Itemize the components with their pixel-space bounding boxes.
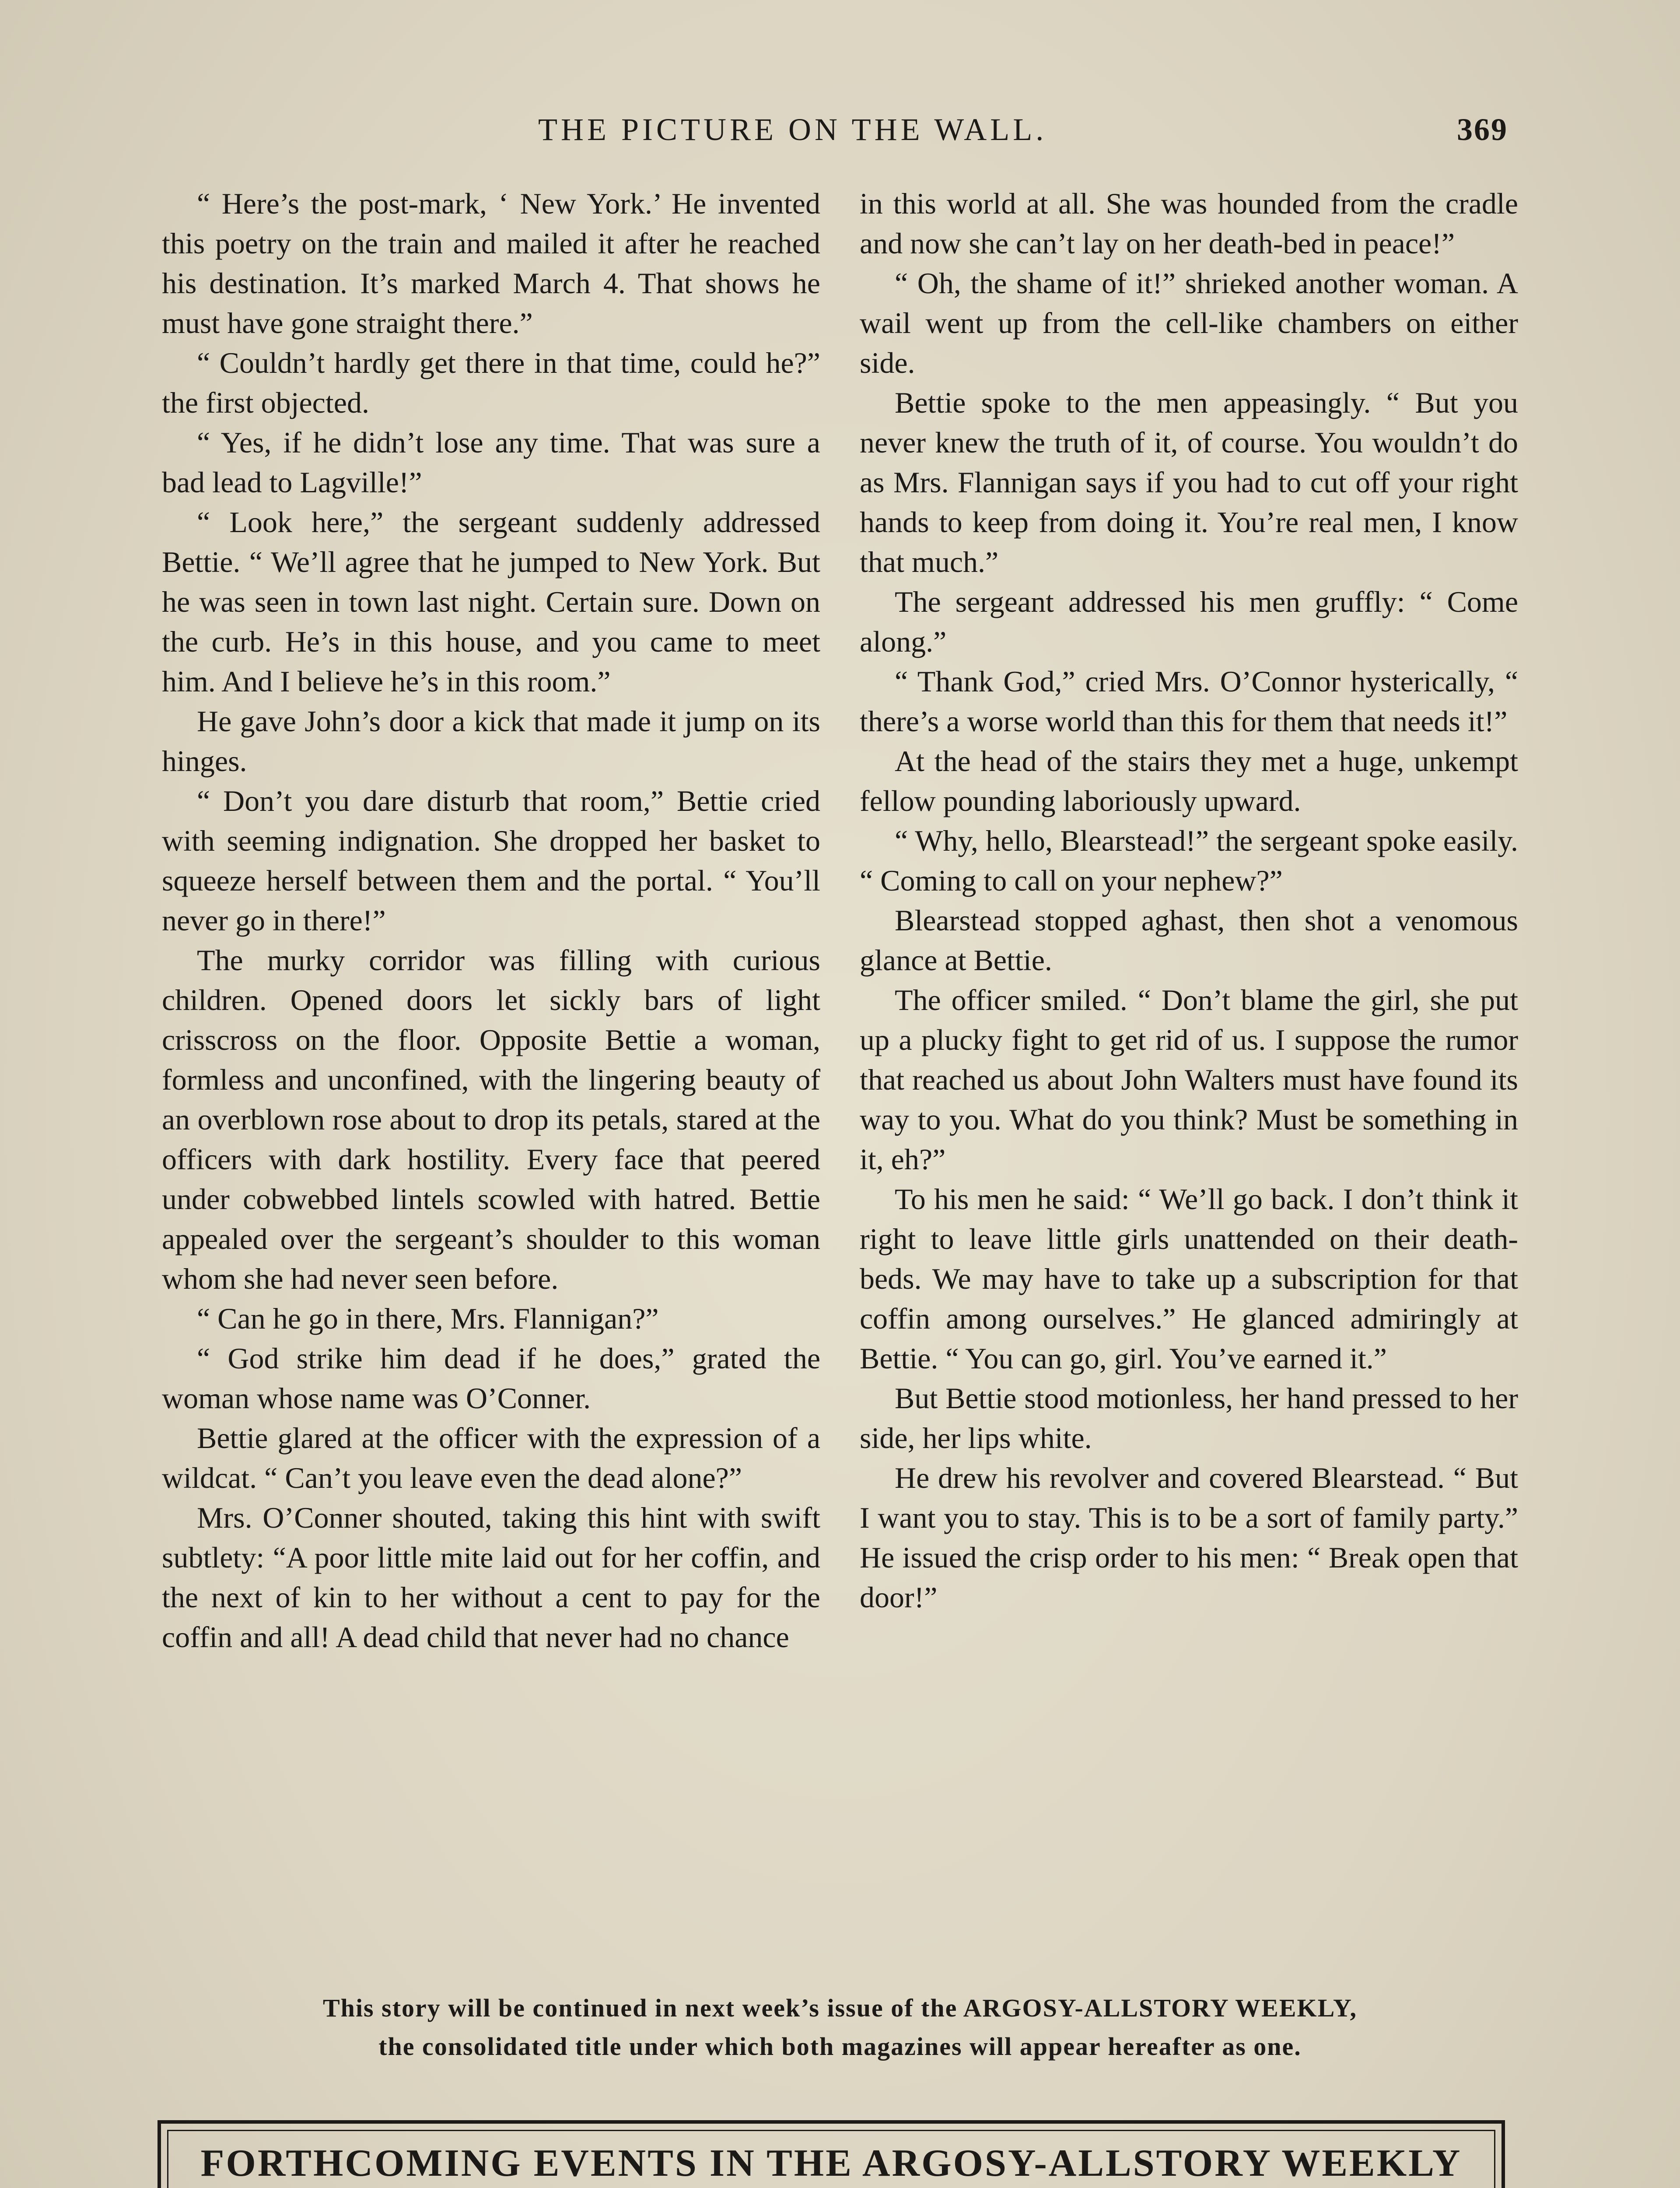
paragraph: in this world at all. She was hounded from the cradle and now she can’t lay on her death-bed in peace!”	[860, 187, 1518, 260]
paragraph: “ Oh, the shame of it!” shrieked another woman. A wail went up from the cell-like chambers on either side.	[860, 266, 1518, 379]
running-head: THE PICTURE ON THE WALL.	[538, 112, 1047, 147]
paragraph: “ Thank God,” cried Mrs. O’Connor hysterically, “ there’s a worse world than this for them that needs it!”	[860, 665, 1518, 738]
paragraph: The officer smiled. “ Don’t blame the girl, she put up a plucky fight to get rid of us. I suppose the rumor that reached us about John Walters must have found its way to you. What do you think? Must be something in it, eh?”	[860, 983, 1518, 1176]
paragraph: “ Yes, if he didn’t lose any time. That was sure a bad lead to Lagville!”	[162, 426, 820, 499]
continuation-notice-line-2: the consolidated title under which both magazines will appear hereafter as one.	[378, 2032, 1302, 2061]
paragraph: At the head of the stairs they met a huge, unkempt fellow pounding laboriously upward.	[860, 744, 1518, 817]
paragraph: To his men he said: “ We’ll go back. I don’t think it right to leave little girls unattended on their death-beds. We may have to take up a subscription for that coffin among ourselves.” He glanced admiringly at Bettie. “ You can go, girl. You’ve earned it.”	[860, 1182, 1518, 1375]
ad-title: FORTHCOMING EVENTS IN THE ARGOSY-ALLSTORY WEEKLY	[200, 2142, 1462, 2184]
paragraph: “ Why, hello, Blearstead!” the sergeant spoke easily. “ Coming to call on your nephew?”	[860, 824, 1518, 897]
paragraph: Mrs. O’Conner shouted, taking this hint with swift subtlety: “A poor little mite laid out for her coffin, and the next of kin to her without a cent to pay for the coffin and all! A dead child that never had no chance	[162, 1501, 820, 1654]
page-number: 369	[1457, 112, 1508, 147]
paragraph: The murky corridor was filling with curious children. Opened doors let sickly bars of light crisscross on the floor. Opposite Bettie a woman, formless and unconfined, with the lingering beauty of an overblown rose about to drop its petals, stared at the officers with dark hostility. Every face that peered under cobwebbed lintels scowled with hatred. Bettie appealed over the sergeant’s shoulder to this woman whom she had never seen before.	[162, 943, 820, 1295]
paragraph: He drew his revolver and covered Blearstead. “ But I want you to stay. This is to be a sort of family party.” He issued the crisp order to his men: “ Break open that door!”	[860, 1461, 1518, 1614]
paragraph: But Bettie stood motionless, her hand pressed to her side, her lips white.	[860, 1382, 1518, 1455]
paragraph: “ God strike him dead if he does,” grated the woman whose name was O’Conner.	[162, 1342, 820, 1415]
paragraph: “ Here’s the post-mark, ‘ New York.’ He invented this poetry on the train and mailed it after he reached his destination. It’s marked March 4. That shows he must have gone straight there.”	[162, 187, 820, 340]
paragraph: He gave John’s door a kick that made it jump on its hinges.	[162, 705, 820, 778]
right-text-column	[860, 184, 1518, 1617]
paragraph: “ Don’t you dare disturb that room,” Bettie cried with seeming indignation. She dropped her basket to squeeze herself between them and the portal. “ You’ll never go in there!”	[162, 784, 820, 937]
left-text-column	[162, 184, 820, 1657]
paragraph: Bettie glared at the officer with the expression of a wildcat. “ Can’t you leave even the dead alone?”	[162, 1421, 820, 1494]
forthcoming-events-ad	[158, 2120, 1505, 2188]
continuation-notice	[131, 1989, 1549, 2066]
paragraph: “ Look here,” the sergeant suddenly addressed Bettie. “ We’ll agree that he jumped to New York. But he was seen in town last night. Certain sure. Down on the curb. He’s in this house, and you came to meet him. And I believe he’s in this room.”	[162, 505, 820, 698]
paragraph: “ Can he go in there, Mrs. Flannigan?”	[197, 1302, 659, 1335]
paragraph: “ Couldn’t hardly get there in that time, could he?” the first objected.	[162, 346, 820, 419]
continuation-notice-line-1: This story will be continued in next week’s issue of the ARGOSY-ALLSTORY WEEKLY,	[323, 1994, 1357, 2022]
paragraph: Bettie spoke to the men appeasingly. “ But you never knew the truth of it, of course. You wouldn’t do as Mrs. Flannigan says if you had to cut off your right hands to keep from doing it. You’re real men, I know that much.”	[860, 386, 1518, 579]
paragraph: The sergeant addressed his men gruffly: “ Come along.”	[860, 585, 1518, 658]
paragraph: Blearstead stopped aghast, then shot a venomous glance at Bettie.	[860, 904, 1518, 977]
